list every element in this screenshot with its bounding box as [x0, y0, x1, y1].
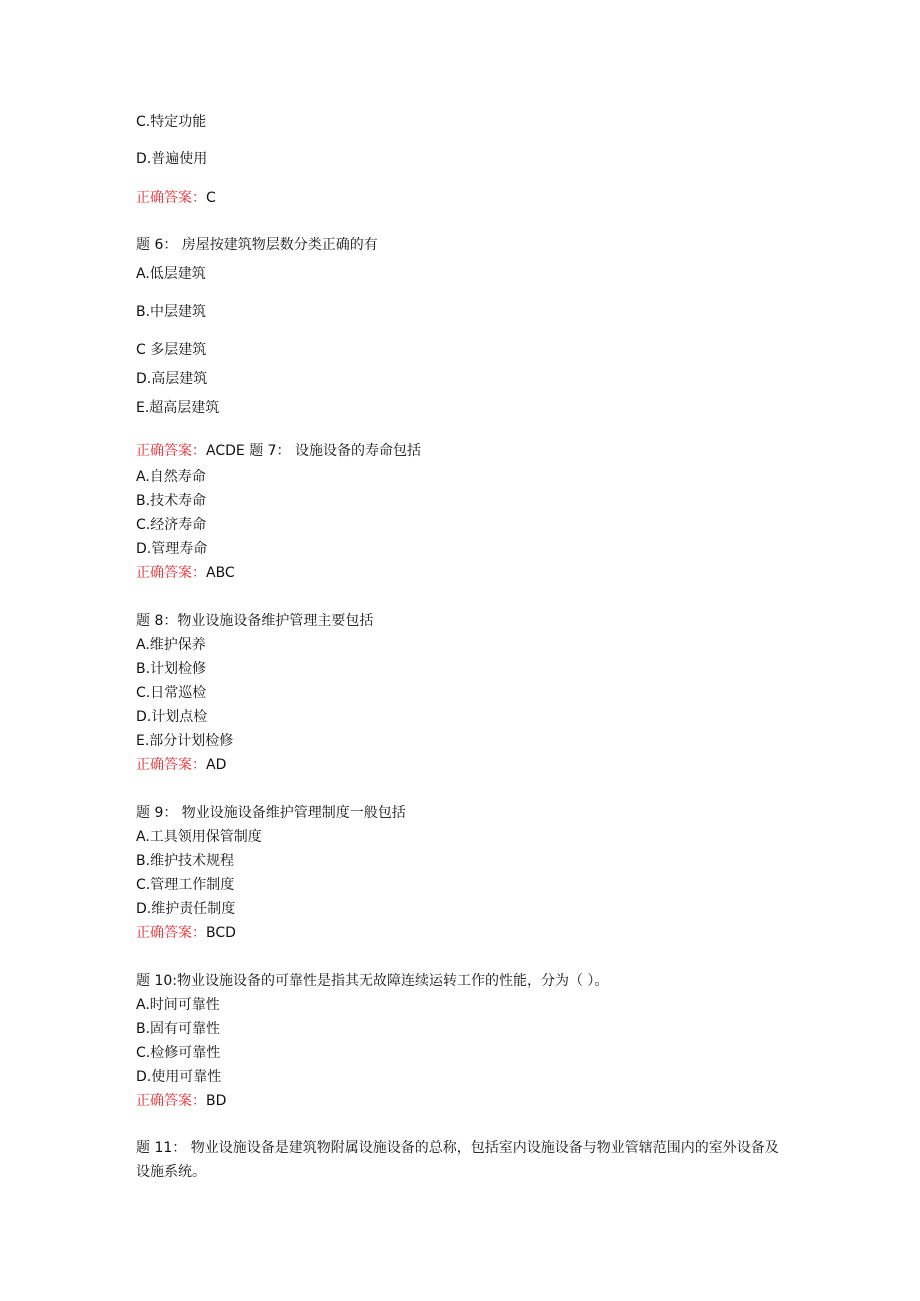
q8-option-d: D.计划点检: [136, 709, 208, 725]
q6-option-e: E.超高层建筑: [136, 400, 220, 416]
q9-option-c: C.管理工作制度: [136, 877, 235, 893]
q9-option-a: A.工具领用保管制度: [136, 829, 262, 845]
q6-option-c: C 多层建筑: [136, 342, 207, 358]
q8-option-e: E.部分计划检修: [136, 733, 234, 749]
answer-label: 正确答案：: [136, 443, 206, 459]
q9-option-d: D.维护责任制度: [136, 901, 236, 917]
q8-option-c: C.日常巡检: [136, 685, 207, 701]
q7-answer: [136, 564, 235, 582]
q6-option-a: A.低层建筑: [136, 266, 206, 282]
q7-option-a: A.自然寿命: [136, 469, 206, 485]
q7-option-b: B.技术寿命: [136, 493, 207, 509]
answer-label: 正确答案：: [136, 190, 206, 206]
answer-label: 正确答案：: [136, 925, 206, 941]
answer-value: AD: [206, 757, 227, 773]
q7-title: 题 7： 设施设备的寿命包括: [249, 443, 421, 459]
q6-title: 题 6： 房屋按建筑物层数分类正确的有: [136, 237, 378, 253]
q10-title: 题 10:物业设施设备的可靠性是指其无故障连续运转工作的性能，分为（ ）。: [136, 973, 609, 989]
q6-answer-q7-title: [136, 442, 421, 460]
q10-option-c: C.检修可靠性: [136, 1045, 221, 1061]
answer-value: BD: [206, 1093, 227, 1109]
q6-option-b: B.中层建筑: [136, 304, 207, 320]
q7-option-d: D.管理寿命: [136, 541, 208, 557]
q8-option-a: A.维护保养: [136, 637, 206, 653]
answer-value: ABC: [206, 565, 235, 581]
q8-title: 题 8：物业设施设备维护管理主要包括: [136, 613, 374, 629]
q6-option-d: D.高层建筑: [136, 371, 208, 387]
q7-option-c: C.经济寿命: [136, 517, 207, 533]
q10-option-b: B.固有可靠性: [136, 1021, 221, 1037]
answer-value: C: [206, 190, 216, 206]
q5-option-c: C.特定功能: [136, 114, 207, 130]
answer-value: BCD: [206, 925, 236, 941]
q9-title: 题 9： 物业设施设备维护管理制度一般包括: [136, 805, 406, 821]
q9-answer: [136, 924, 236, 942]
q9-option-b: B.维护技术规程: [136, 853, 235, 869]
q5-answer: [136, 189, 216, 207]
q10-answer: [136, 1092, 226, 1110]
q10-option-a: A.时间可靠性: [136, 997, 220, 1013]
q8-option-b: B.计划检修: [136, 661, 207, 677]
answer-value: ACDE: [206, 443, 245, 459]
answer-label: 正确答案：: [136, 565, 206, 581]
q5-option-d: D.普遍使用: [136, 151, 208, 167]
q8-answer: [136, 756, 226, 774]
q11-title: 题 11： 物业设施设备是建筑物附属设施设备的总称，包括室内设施设备与物业管辖范围内的室外设备及设施系统。: [136, 1140, 779, 1180]
answer-label: 正确答案：: [136, 757, 206, 773]
answer-label: 正确答案：: [136, 1093, 206, 1109]
q10-option-d: D.使用可靠性: [136, 1069, 222, 1085]
